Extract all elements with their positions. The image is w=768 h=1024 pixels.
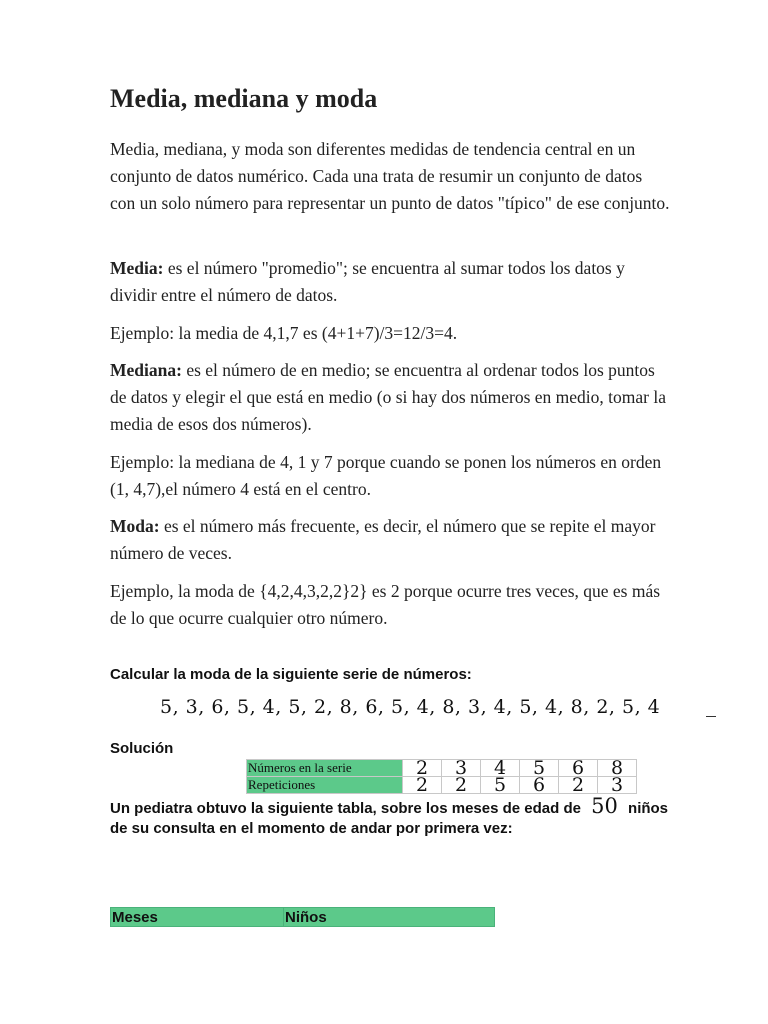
- moda-example: Ejemplo, la moda de {4,2,4,3,2,2}2} es 2 porque ocurre tres veces, que es más de lo que ocurre cualquier otro número.: [110, 581, 661, 628]
- pediatra-text-before: Un pediatra obtuvo la siguiente tabla, sobre los meses de edad de: [110, 800, 586, 817]
- months-table: [110, 907, 495, 927]
- media-term: Media:: [110, 258, 164, 278]
- row-label-repetitions: Repeticiones: [247, 777, 403, 794]
- number-series: 5, 3, 6, 5, 4, 5, 2, 8, 6, 5, 4, 8, 3, 4, 5, 4, 8, 2, 5, 4: [160, 696, 661, 718]
- table-cell: 4: [481, 760, 520, 777]
- media-definition: [110, 255, 670, 309]
- mediana-definition: [110, 357, 670, 438]
- table-cell: 3: [442, 760, 481, 777]
- header-meses: Meses: [111, 908, 284, 927]
- table-cell: 3: [598, 777, 637, 794]
- children-count: 50: [591, 794, 618, 818]
- table-cell: 2: [559, 777, 598, 794]
- solution-title: Solución: [110, 740, 174, 757]
- header-ninos: Niños: [284, 908, 495, 927]
- frequency-table: [246, 759, 637, 794]
- table-row: [247, 777, 637, 794]
- intro-paragraph: Media, mediana, y moda son diferentes medidas de tendencia central en un conjunto de datos numérico. Cada una trata de resumir un conjunto de datos con un solo número para representar un punto de datos "típico" de ese conjunto.: [110, 139, 670, 213]
- table-header-row: [111, 908, 495, 927]
- page-title: Media, mediana y moda: [110, 84, 378, 113]
- mediana-term: Mediana:: [110, 360, 182, 380]
- table-cell: 2: [403, 777, 442, 794]
- moda-definition: [110, 513, 670, 567]
- row-label-numbers: Números en la serie: [247, 760, 403, 777]
- pediatra-text-after: niños de su consulta en el momento de andar por primera vez:: [110, 800, 669, 837]
- media-definition-text: es el número "promedio"; se encuentra al sumar todos los datos y dividir entre el número de datos.: [110, 258, 625, 305]
- moda-definition-text: es el número más frecuente, es decir, el número que se repite el mayor número de veces.: [110, 516, 656, 563]
- pediatra-paragraph: [110, 796, 670, 839]
- moda-term: Moda:: [110, 516, 160, 536]
- mediana-example: Ejemplo: la mediana de 4, 1 y 7 porque cuando se ponen los números en orden (1, 4,7),el número 4 está en el centro.: [110, 452, 662, 499]
- table-cell: 5: [520, 760, 559, 777]
- media-example: Ejemplo: la media de 4,1,7 es (4+1+7)/3=12/3=4.: [110, 323, 458, 343]
- table-cell: 8: [598, 760, 637, 777]
- table-cell: 6: [520, 777, 559, 794]
- table-cell: 6: [559, 760, 598, 777]
- table-cell: 5: [481, 777, 520, 794]
- task-title: Calcular la moda de la siguiente serie de números:: [110, 666, 472, 683]
- mediana-definition-text: es el número de en medio; se encuentra al ordenar todos los puntos de datos y elegir el que está en medio (o si hay dos números en medio, tomar la media de esos dos números).: [110, 360, 666, 434]
- table-cell: 2: [442, 777, 481, 794]
- series-underline: [706, 716, 716, 717]
- table-cell: 2: [403, 760, 442, 777]
